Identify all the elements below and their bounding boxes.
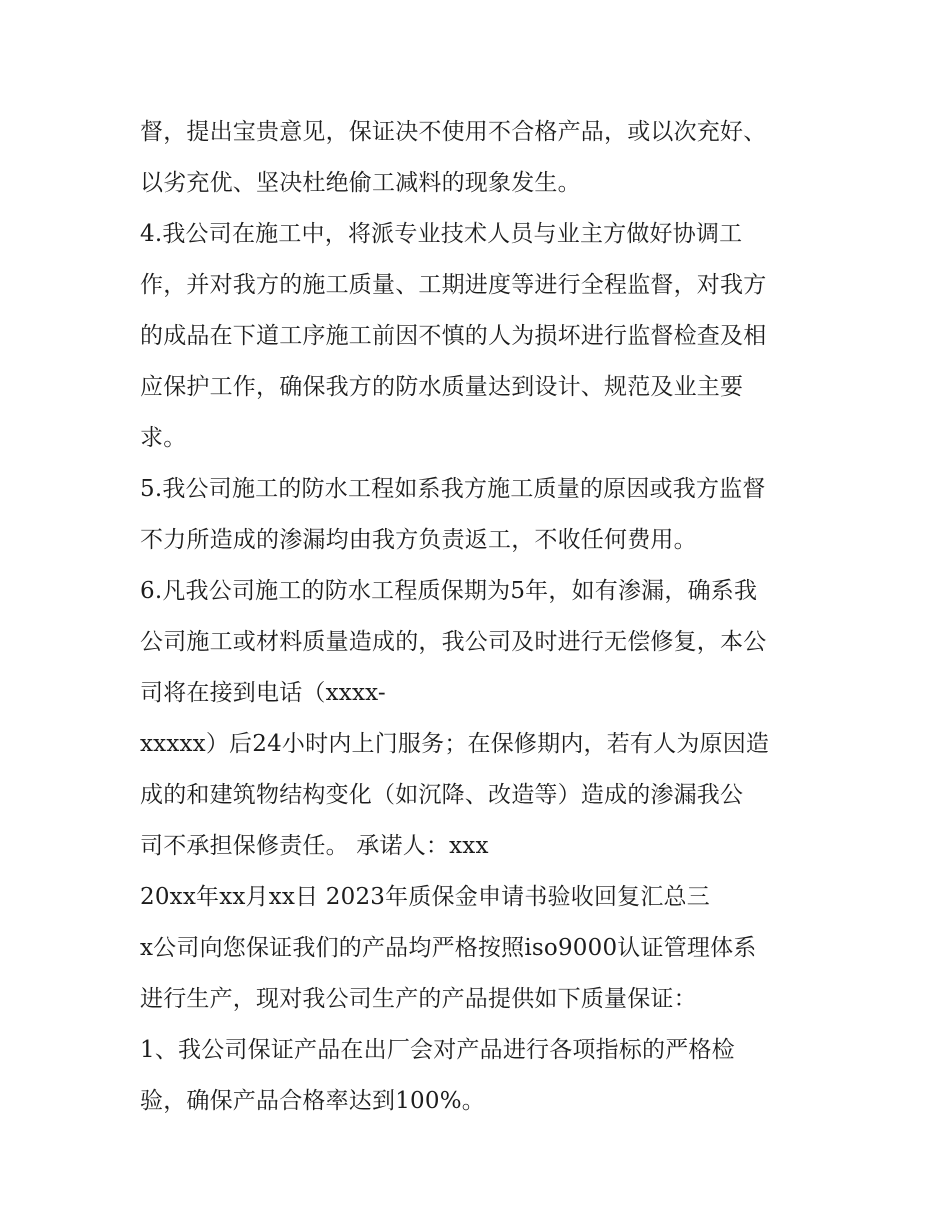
text-line-9: 不力所造成的渗漏均由我方负责返工，不收任何费用。	[140, 527, 697, 553]
text-line-18: 进行生产，现对我公司生产的产品提供如下质量保证：	[140, 986, 697, 1012]
text-line-2: 以劣充优、坚决杜绝偷工减料的现象发生。	[140, 170, 581, 196]
text-line-8: 5.我公司施工的防水工程如系我方施工质量的原因或我方监督	[140, 476, 766, 502]
document-text-body	[140, 107, 830, 1127]
text-line-20: 验，确保产品合格率达到100%。	[140, 1088, 485, 1114]
text-line-7: 求。	[140, 425, 187, 451]
text-line-4: 作，并对我方的施工质量、工期进度等进行全程监督，对我方	[140, 272, 767, 298]
text-line-3: 4.我公司在施工中，将派专业技术人员与业主方做好协调工	[140, 221, 743, 247]
text-line-1: 督，提出宝贵意见，保证决不使用不合格产品，或以次充好、	[140, 119, 767, 145]
text-line-12: 司将在接到电话（xxxx-	[140, 680, 386, 706]
text-line-5: 的成品在下道工序施工前因不慎的人为损坏进行监督检查及相	[140, 323, 767, 349]
text-line-19: 1、我公司保证产品在出厂会对产品进行各项指标的严格检	[140, 1037, 735, 1063]
text-line-15: 司不承担保修责任。 承诺人：xxx	[140, 833, 489, 859]
text-line-17: x公司向您保证我们的产品均严格按照iso9000认证管理体系	[140, 935, 757, 961]
text-line-6: 应保护工作，确保我方的防水质量达到设计、规范及业主要	[140, 374, 744, 400]
text-line-10: 6.凡我公司施工的防水工程质保期为5年，如有渗漏，确系我	[140, 578, 758, 604]
text-line-13: xxxxx）后24小时内上门服务；在保修期内，若有人为原因造	[140, 731, 770, 757]
text-line-16: 20xx年xx月xx日 2023年质保金申请书验收回复汇总三	[140, 884, 710, 910]
text-line-14: 成的和建筑物结构变化（如沉降、改造等）造成的渗漏我公	[140, 782, 744, 808]
text-line-11: 公司施工或材料质量造成的，我公司及时进行无偿修复，本公	[140, 629, 767, 655]
